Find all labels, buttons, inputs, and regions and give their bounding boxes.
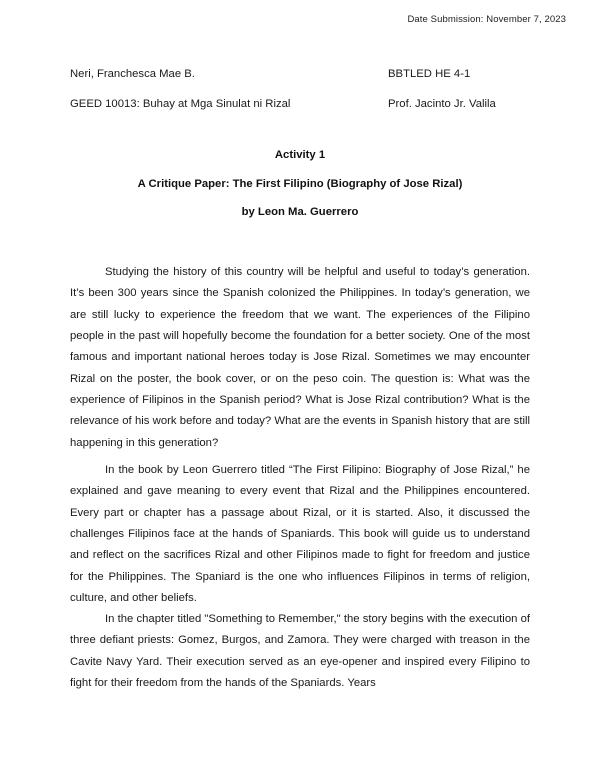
course-title: GEED 10013: Buhay at Mga Sinulat ni Rizal: [70, 98, 291, 110]
date-submission: Date Submission: November 7, 2023: [407, 14, 566, 25]
paper-title: A Critique Paper: The First Filipino (Biography of Jose Rizal): [137, 178, 463, 190]
paragraph: In the chapter titled "Something to Remember," the story begins with the execution of three defiant priests: Gomez, Burgos, and Zamora. They were charged with treason in the Cavite Navy Yard. Their execution served as an eye-opener and inspired every Filipino to fight for their freedom from the hands of the Spaniards. Years: [70, 613, 530, 690]
author-line: by Leon Ma. Guerrero: [241, 206, 359, 218]
student-name: Neri, Franchesca Mae B.: [70, 68, 195, 80]
activity-heading: Activity 1: [274, 149, 326, 161]
paragraph: In the book by Leon Guerrero titled “The First Filipino: Biography of Jose Rizal,” he explained and gave meaning to every event that Rizal and the Philippines encountered. Every part or chapter has a passage about Rizal, or it is started. Also, it discussed the challenges Filipinos face at the hands of Spaniards. This book will guide us to understand and reflect on the sacrifices Rizal and other Filipinos made to fight for freedom and justice for the Philippines. The Spaniard is the one who influences Filipinos in terms of religion, culture, and other beliefs.: [70, 464, 530, 605]
student-section: BBTLED HE 4-1: [388, 68, 471, 80]
paragraph: Studying the history of this country will be helpful and useful to today’s generation. It’s been 300 years since the Spanish colonized the Philippines. In today’s generation, we are still lucky to experience the freedom that we want. The experiences of the Filipino people in the past will hopefully become the foundation for a better society. One of the most famous and important national heroes today is Jose Rizal. Sometimes we may encounter Rizal on the poster, the book cover, or on the peso coin. The question is: What was the experience of Filipinos in the Spanish period? What is Jose Rizal contribution? What is the relevance of his work before and today? What are the events in Spanish history that are still happening in this generation?: [70, 266, 530, 449]
professor-name: Prof. Jacinto Jr. Valila: [388, 98, 496, 110]
